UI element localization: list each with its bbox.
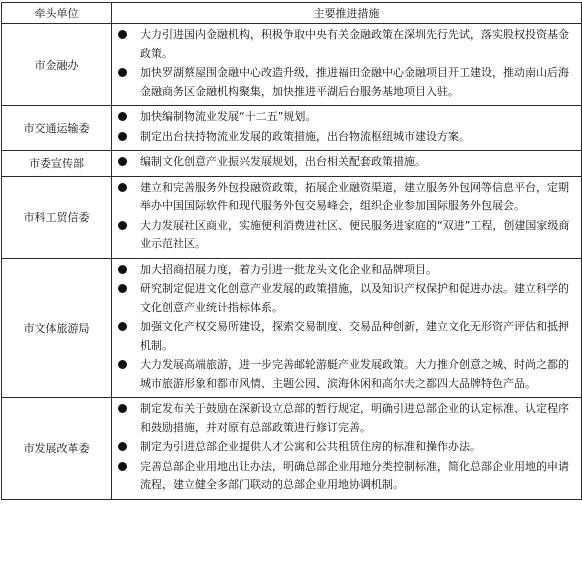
table-body: [2, 24, 582, 500]
measures-list: [112, 179, 577, 254]
lead-unit-cell: 市交通运输委: [2, 106, 112, 151]
measure-text: 建立和完善服务外包投融资政策，拓展企业融资渠道，建立服务外包网等信息平台，定期举办中国国际软件和现代服务外包交易峰会，组织企业参加国际服务外包展会。: [140, 180, 569, 212]
measure-text: 制定出台扶持物流业发展的政策措施，出台物流枢纽城市建设方案。: [140, 129, 470, 143]
measures-list: [112, 26, 577, 101]
bullet-icon: [118, 322, 127, 331]
measures-list: [112, 108, 577, 146]
bullet-icon: [118, 284, 127, 293]
measure-text: 大力发展高端旅游，进一步完善邮轮游艇产业发展政策。大力推介创意之城、时尚之都的城市旅游形象和都市风情、主题公园、滨海休闲和高尔夫之都四大品牌特色产品。: [140, 358, 569, 390]
measure-text: 编制文化创意产业振兴发展规划，出台相关配套政策措施。: [140, 155, 426, 168]
measures-list: [112, 261, 577, 394]
measures-cell: [112, 176, 582, 258]
lead-unit-cell: 市委宣传部: [2, 151, 112, 177]
table-row: [2, 176, 582, 258]
measures-cell: [112, 398, 582, 500]
bullet-icon: [118, 265, 127, 274]
table-header-row: [2, 3, 582, 24]
bullet-icon: [118, 132, 127, 141]
list-item: [112, 64, 577, 101]
measure-text: 加大招商招展力度，着力引进一批龙头文化企业和品牌项目。: [140, 262, 437, 276]
measures-table: [1, 2, 582, 500]
list-item: [112, 217, 577, 254]
measure-text: 大力发展社区商业，实施便利消费进社区、便民服务进家庭的“双进”工程，创建国家级商业示范社区。: [140, 218, 570, 250]
bullet-icon: [118, 112, 127, 121]
header-main-measures: 主要推进措施: [112, 3, 582, 24]
bullet-icon: [118, 442, 127, 451]
measure-text: 加快编制物流业发展“十二五”规划。: [140, 110, 317, 123]
bullet-icon: [118, 221, 127, 230]
bullet-icon: [118, 30, 127, 39]
table-row: [2, 24, 582, 106]
measures-cell: [112, 258, 582, 398]
measure-text: 研究制定促进文化创意产业发展的政策措施，以及知识产权保护和促进办法。建立科学的文化创意产业统计指标体系。: [140, 282, 569, 314]
bullet-icon: [118, 404, 127, 413]
list-item: [112, 280, 577, 317]
table-row: [2, 151, 582, 177]
lead-unit-cell: 市发展改革委: [2, 398, 112, 500]
list-item: [112, 356, 577, 393]
measure-text: 制定为引进总部企业提供人才公寓和公共租赁住房的标准和操作办法。: [140, 440, 481, 453]
table-row: [2, 258, 582, 398]
bullet-icon: [118, 68, 127, 77]
measure-text: 制定发布关于鼓励在深新设立总部的暂行规定，明确引进总部企业的认定标准、认定程序和鼓励措施，并对原有总部政策进行修订完善。: [140, 402, 569, 434]
measures-cell: [112, 24, 582, 106]
lead-unit-cell: 市文体旅游局: [2, 258, 112, 398]
table-row: [2, 106, 582, 151]
list-item: [112, 108, 577, 127]
bullet-icon: [118, 157, 127, 166]
measures-cell: [112, 106, 582, 151]
header-lead-unit: 牵头单位: [2, 3, 112, 24]
lead-unit-cell: 市金融办: [2, 24, 112, 106]
list-item: [112, 153, 577, 172]
bullet-icon: [118, 183, 127, 192]
measures-list: [112, 153, 577, 172]
bullet-icon: [118, 462, 127, 471]
lead-unit-cell: 市科工贸信委: [2, 176, 112, 258]
list-item: [112, 26, 577, 63]
list-item: [112, 458, 577, 495]
list-item: [112, 261, 577, 280]
measure-text: 加快罗湖蔡屋围金融中心改造升级，推进福田金融中心金融项目开工建设，推动南山后海金融商务区金融机构聚集，加快推进平湖后台服务基地项目入驻。: [140, 66, 569, 98]
list-item: [112, 318, 577, 355]
list-item: [112, 179, 577, 216]
measures-list: [112, 400, 577, 495]
bullet-icon: [118, 360, 127, 369]
measure-text: 完善总部企业用地出让办法，明确总部企业用地分类控制标准，简化总部企业用地的申请流程，建立健全多部门联动的总部企业用地协调机制。: [140, 459, 569, 491]
list-item: [112, 128, 577, 147]
measure-text: 加强文化产权交易所建设，探索交易制度、交易品种创新，建立文化无形资产评估和抵押机制。: [140, 320, 569, 352]
measures-cell: [112, 151, 582, 177]
list-item: [112, 438, 577, 457]
measure-text: 大力引进国内金融机构，积极争取中央有关金融政策在深圳先行先试，落实股权投资基金政策。: [140, 28, 569, 60]
table-row: [2, 398, 582, 500]
list-item: [112, 400, 577, 437]
